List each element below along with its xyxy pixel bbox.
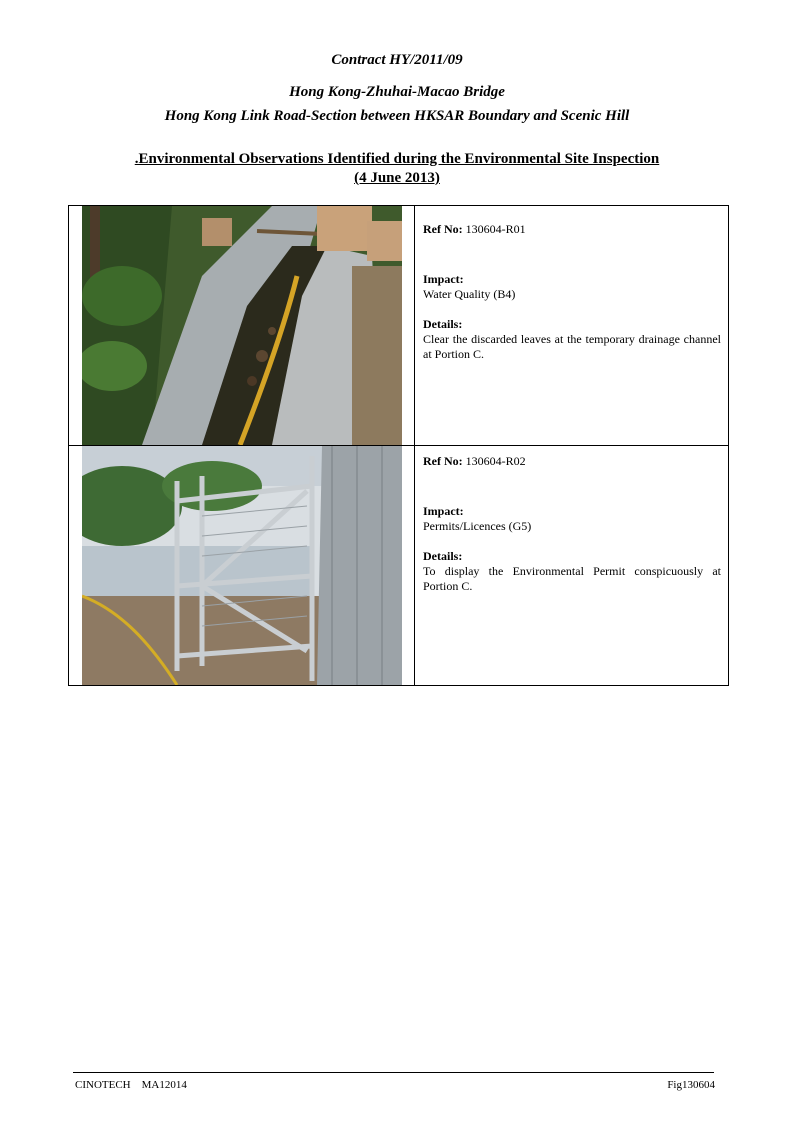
observation-text-cell: [415, 206, 729, 446]
ref-label: Ref No:: [423, 454, 463, 468]
report-date: (4 June 2013): [354, 170, 440, 186]
project-name: Hong Kong-Zhuhai-Macao Bridge: [289, 84, 505, 100]
footer-divider: [73, 1072, 714, 1073]
observation-text-cell: [415, 446, 729, 686]
impact-value: Permits/Licences (G5): [423, 519, 532, 533]
impact-value: Water Quality (B4): [423, 287, 516, 301]
document-code: MA12014: [141, 1079, 187, 1091]
photo-cell: [69, 446, 415, 686]
details-label: Details:: [423, 549, 463, 563]
impact-label: Impact:: [423, 272, 464, 286]
figure-number: Fig130604: [667, 1079, 715, 1091]
ref-label: Ref No:: [423, 222, 463, 236]
ref-line: [423, 454, 721, 469]
ref-number: 130604-R01: [465, 222, 526, 236]
details-value: Clear the discarded leaves at the temporary drainage channel at Portion C.: [423, 332, 721, 361]
company-name: CINOTECH: [75, 1079, 131, 1091]
section-name: Hong Kong Link Road-Section between HKSAR Boundary and Scenic Hill: [164, 108, 630, 124]
observations-table: [68, 205, 729, 686]
ref-line: [423, 222, 721, 237]
site-gate-photo: [82, 446, 402, 685]
photo-cell: [69, 206, 415, 446]
contract-number: Contract HY/2011/09: [331, 52, 463, 68]
details-label: Details:: [423, 317, 463, 331]
table-row: [69, 206, 729, 446]
table-row: [69, 446, 729, 686]
impact-label: Impact:: [423, 504, 464, 518]
footer-company: [75, 1079, 187, 1091]
report-title: .Environmental Observations Identified during the Environmental Site Inspection: [134, 151, 660, 167]
ref-number: 130604-R02: [465, 454, 526, 468]
drainage-channel-photo: [82, 206, 402, 445]
details-value: To display the Environmental Permit conspicuously at Portion C.: [423, 564, 721, 593]
